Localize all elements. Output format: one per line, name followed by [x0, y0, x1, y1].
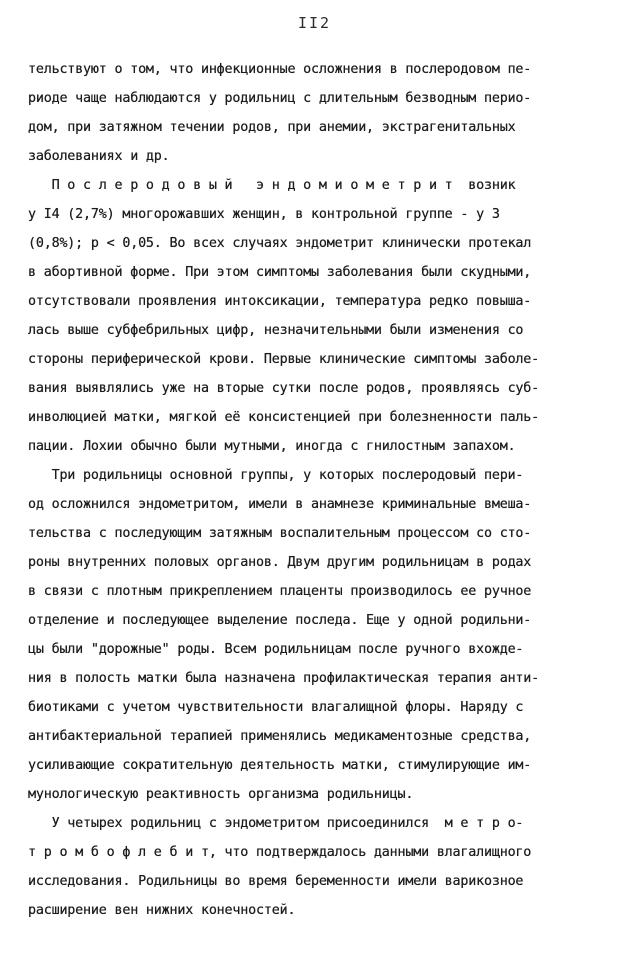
- text-line: лась выше субфебрильных цифр, незначительными были изменения со: [28, 323, 524, 338]
- text-line: тельствуют о том, что инфекционные осложнения в послеродовом пе-: [28, 62, 532, 77]
- text-line: исследования. Родильницы во время беременности имели варикозное: [28, 874, 524, 889]
- text-line: в связи с плотным прикреплением плаценты производилось ее ручное: [28, 584, 532, 599]
- text-line: цы были "дорожные" роды. Всем родильницам после ручного вхожде-: [28, 642, 524, 657]
- text-line: в абортивной форме. При этом симптомы заболевания были скудными,: [28, 265, 532, 280]
- text-line: у I4 (2,7%) многорожавших женщин, в контрольной группе - у 3: [28, 207, 500, 222]
- text-line: роны внутренних половых органов. Двум другим родильницам в родах: [28, 555, 532, 570]
- text-line: дом, при затяжном течении родов, при анемии, экстрагенитальных: [28, 120, 516, 135]
- text-line: У четырех родильниц с эндометритом присоединился м е т р о-: [28, 816, 524, 831]
- text-line: расширение вен нижних конечностей.: [28, 903, 296, 918]
- text-line: од осложнился эндометритом, имели в анамнезе криминальные вмеша-: [28, 497, 532, 512]
- text-line: инволюцией матки, мягкой её консистенцией при болезненности паль-: [28, 410, 540, 425]
- text-line: тельства с последующим затяжным воспалительным процессом со сто-: [28, 526, 532, 541]
- text-line: т р о м б о ф л е б и т, что подтверждалось данными влагалищного: [28, 845, 532, 860]
- text-line: Три родильницы основной группы, у которых послеродовый пери-: [28, 468, 524, 483]
- text-line: пации. Лохии обычно были мутными, иногда с гнилостным запахом.: [28, 439, 516, 454]
- text-line: отсутствовали проявления интоксикации, температура редко повыша-: [28, 294, 532, 309]
- text-line: риоде чаще наблюдаются у родильниц с длительным безводным перио-: [28, 91, 532, 106]
- text-line: антибактериальной терапией применялись медикаментозные средства,: [28, 729, 532, 744]
- text-line: П о с л е р о д о в ы й э н д о м и о м е т р и т возник: [28, 178, 516, 193]
- text-line: ния в полость матки была назначена профилактическая терапия анти-: [28, 671, 540, 686]
- text-line: (0,8%); p < 0,05. Во всех случаях эндометрит клинически протекал: [28, 236, 532, 251]
- text-line: усиливающие сократительную деятельность матки, стимулирующие им-: [28, 758, 532, 773]
- text-line: заболеваниях и др.: [28, 149, 170, 164]
- text-line: вания выявлялись уже на вторые сутки после родов, проявляясь суб-: [28, 381, 540, 396]
- page-number: II2: [297, 14, 332, 32]
- text-line: стороны периферической крови. Первые клинические симптомы заболе-: [28, 352, 540, 367]
- text-line: мунологическую реактивность организма родильницы.: [28, 787, 414, 802]
- text-line: отделение и последующее выделение последа. Еще у одной родильни-: [28, 613, 532, 628]
- text-line: биотиками с учетом чувствительности влагалищной флоры. Наряду с: [28, 700, 524, 715]
